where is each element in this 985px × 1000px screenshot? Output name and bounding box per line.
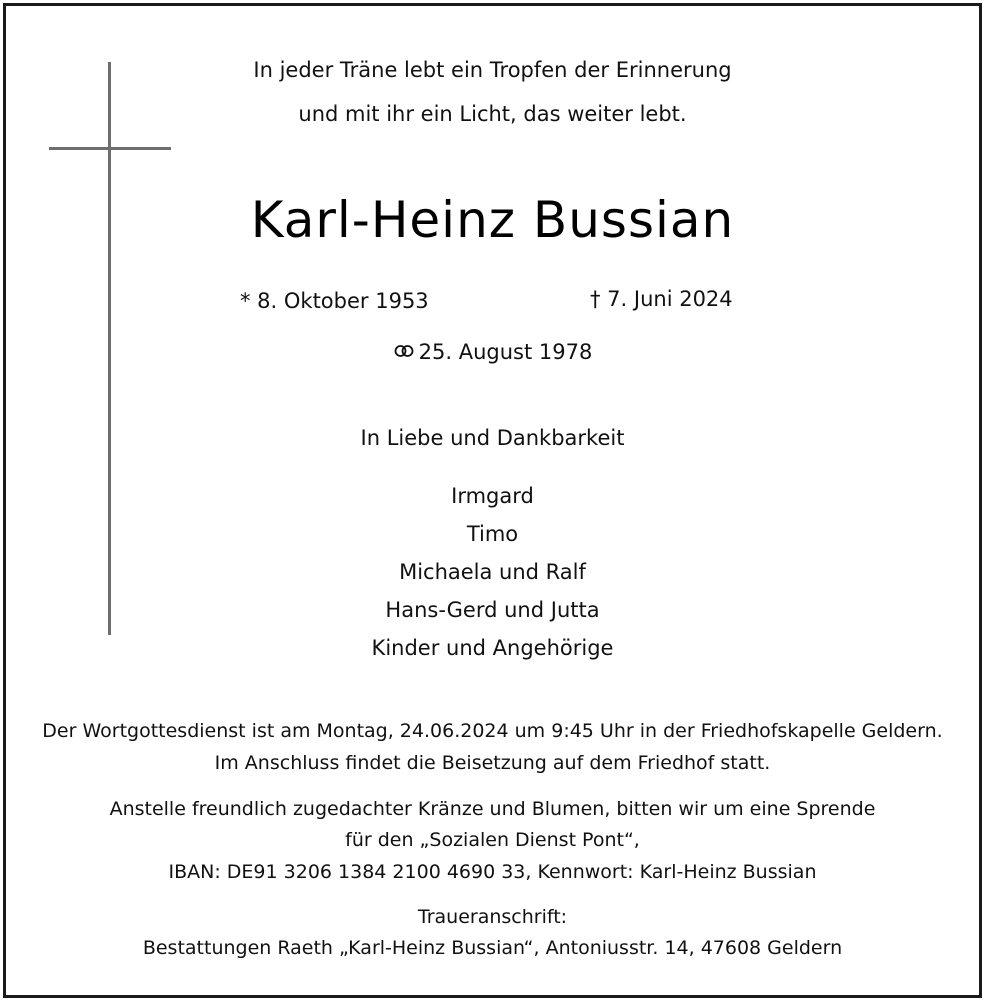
mourner-name: Irmgard <box>451 484 534 508</box>
service-line-2: Im Anschluss findet die Beisetzung auf dem Friedhof statt. <box>214 752 771 774</box>
donation-line-2: für den „Sozialen Dienst Pont“, <box>345 829 640 851</box>
mourners-intro: In Liebe und Dankbarkeit <box>360 426 625 450</box>
mourner-name: Hans-Gerd und Jutta <box>385 598 600 622</box>
mourner-name: Kinder und Angehörige <box>371 636 614 660</box>
donation-line-1: Anstelle freundlich zugedachter Kränze und Blumen, bitten wir um eine Sprende <box>109 798 876 820</box>
deceased-name: Karl-Heinz Bussian <box>250 191 735 249</box>
mourner-name: Timo <box>466 522 519 546</box>
service-line-1: Der Wortgottesdienst ist am Montag, 24.06.2024 um 9:45 Uhr in der Friedhofskapelle Geldern. <box>42 720 943 742</box>
cross-horizontal-bar <box>49 147 171 150</box>
death-date: † 7. Juni 2024 <box>590 287 733 311</box>
wedding-rings-icon <box>393 344 415 358</box>
motto-line-1: In jeder Träne lebt ein Tropfen der Erinnerung <box>253 58 732 82</box>
donation-line-3: IBAN: DE91 3206 1384 2100 4690 33, Kennwort: Karl-Heinz Bussian <box>168 861 817 883</box>
address-value: Bestattungen Raeth „Karl-Heinz Bussian“, Antoniusstr. 14, 47608 Geldern <box>142 937 843 959</box>
marriage-date: 25. August 1978 <box>418 340 593 364</box>
birth-date: * 8. Oktober 1953 <box>240 289 429 313</box>
marriage-date-row <box>0 338 985 366</box>
address-label: Traueranschrift: <box>417 906 568 928</box>
mourner-name: Michaela und Ralf <box>399 560 586 584</box>
motto-line-2: und mit ihr ein Licht, das weiter lebt. <box>298 102 687 126</box>
